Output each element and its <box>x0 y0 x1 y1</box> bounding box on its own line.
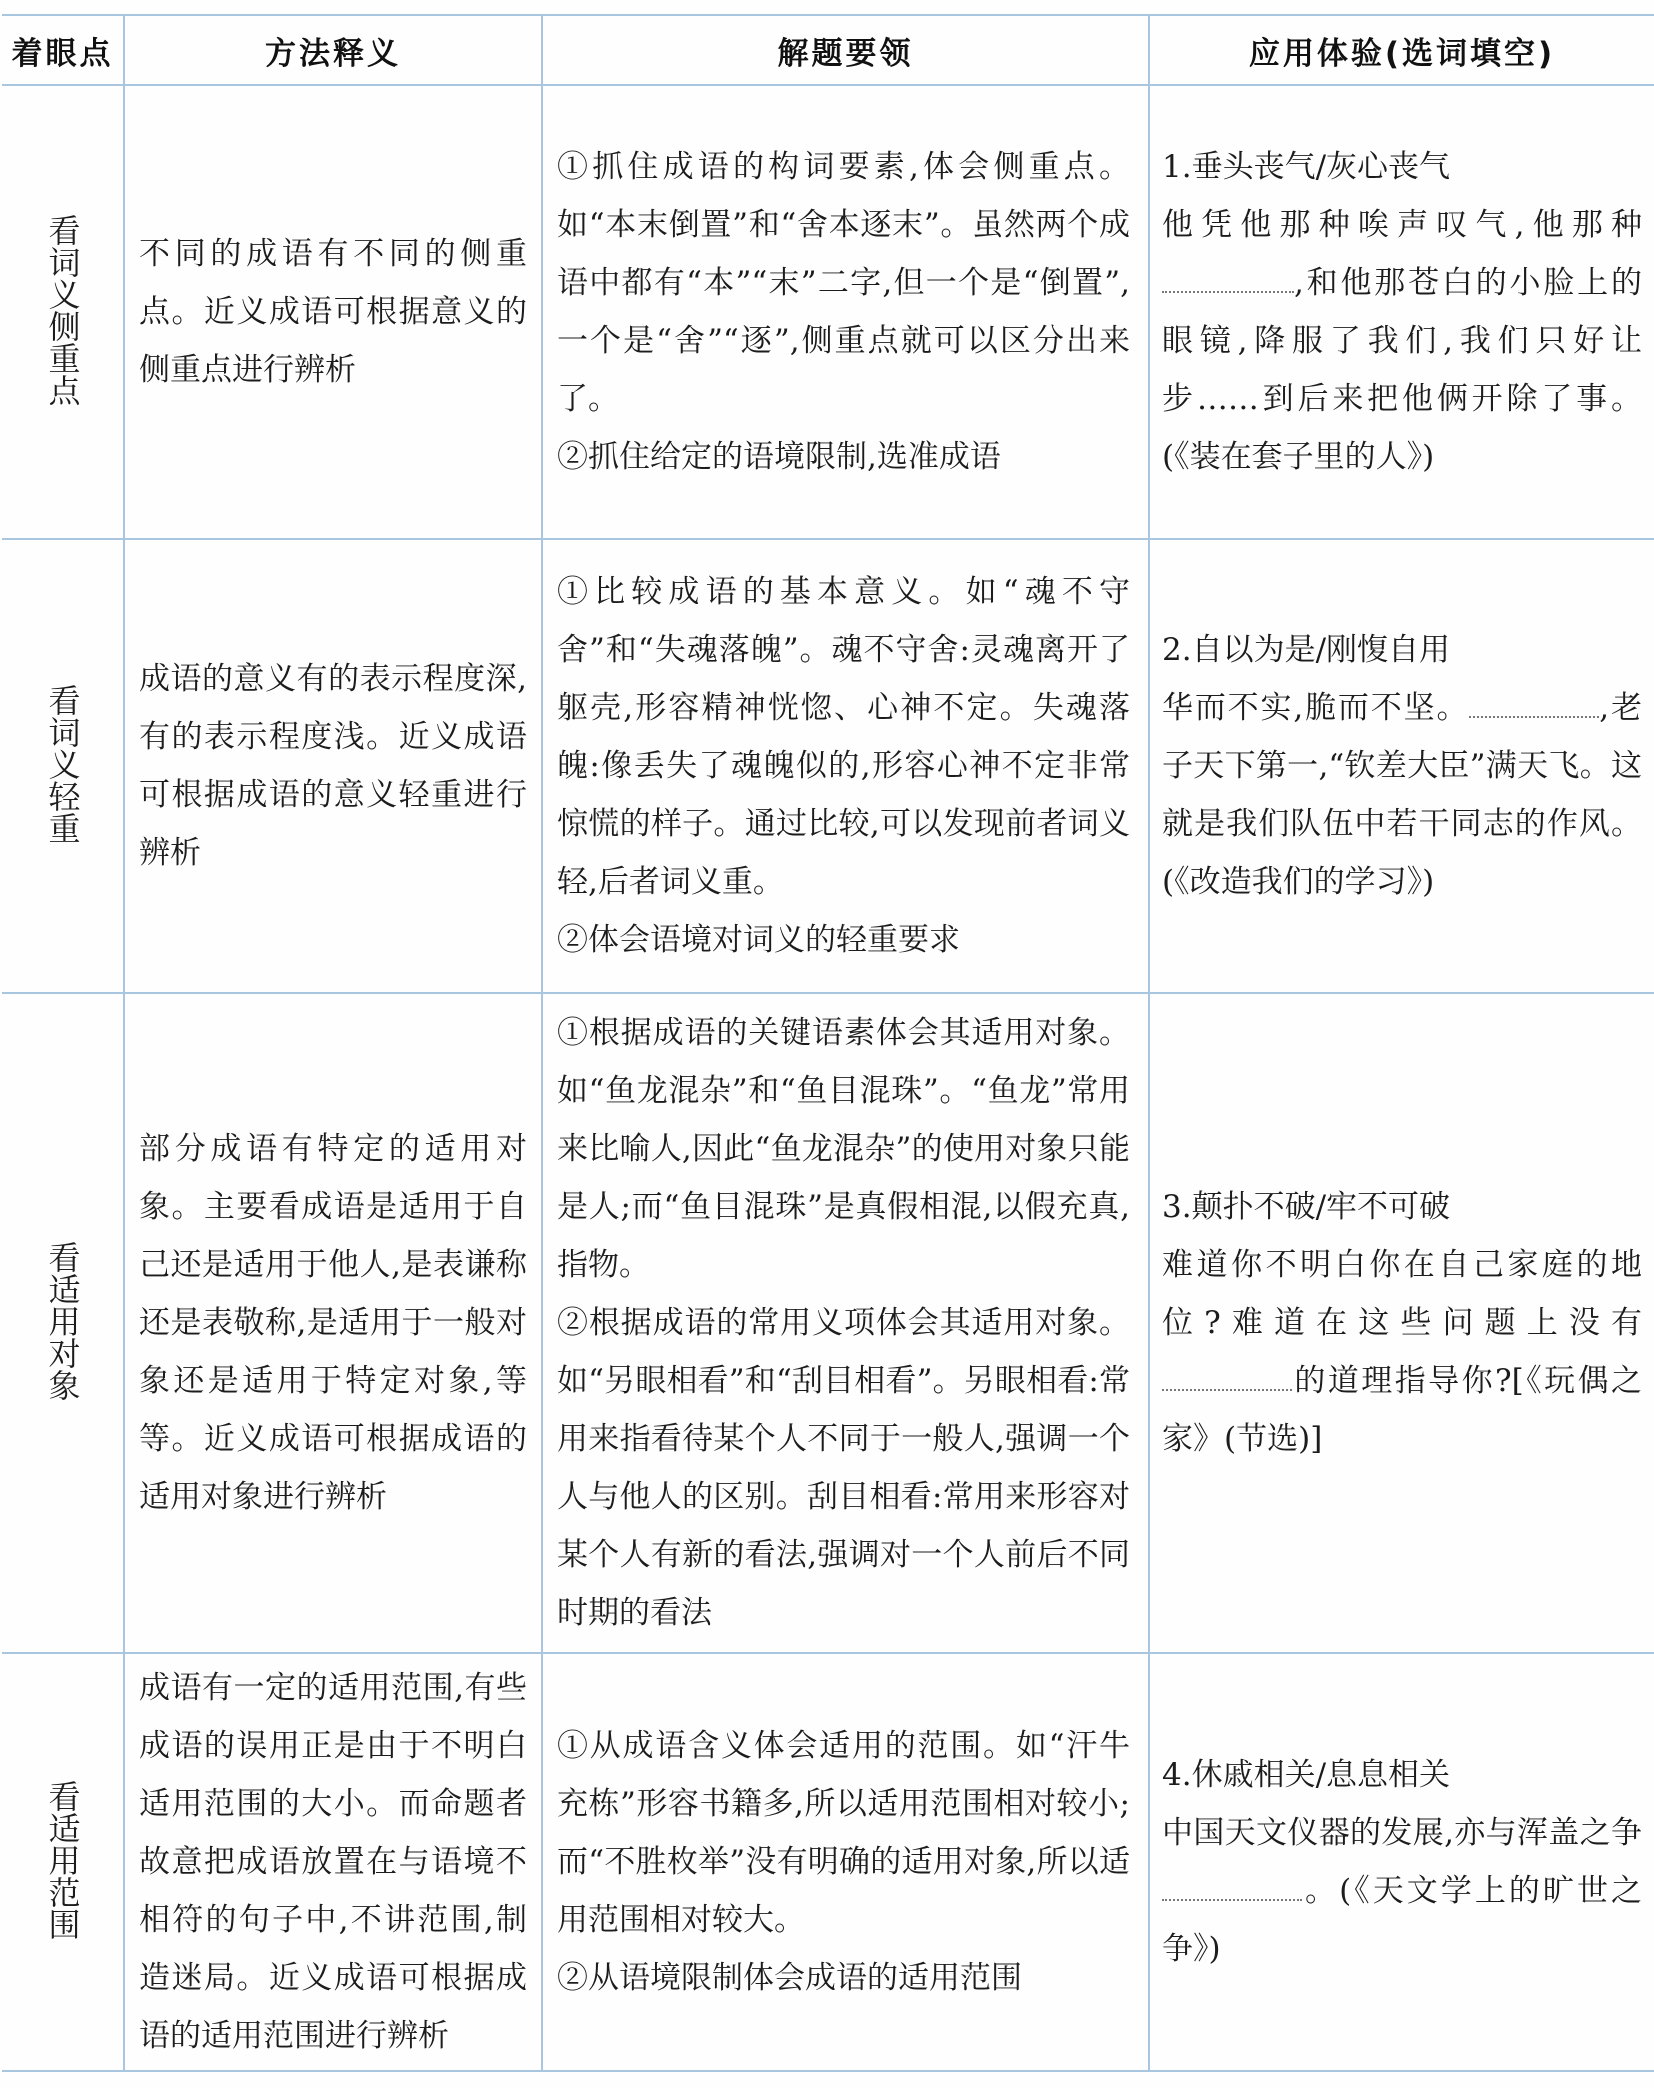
focus-label: 看词义轻重 <box>43 684 82 844</box>
sentence-after: 。(《天文学上的旷世之争》) <box>1162 1873 1642 1967</box>
header-focus: 着眼点 <box>2 15 124 85</box>
idiom-method-table <box>2 14 1654 2072</box>
sentence-before: 他凭他那种唉声叹气,他那种 <box>1162 207 1642 243</box>
key-points-cell <box>542 1653 1149 2071</box>
focus-cell <box>2 1653 124 2071</box>
key-point: ②体会语境对词义的轻重要求 <box>557 922 960 958</box>
word-options: 2.自以为是/刚愎自用 <box>1162 632 1451 668</box>
table-row <box>2 993 1654 1653</box>
fill-sentence <box>1162 196 1642 486</box>
application-cell <box>1149 539 1654 993</box>
method-cell: 成语的意义有的表示程度深,有的表示程度浅。近义成语可根据成语的意义轻重进行辨析 <box>124 539 542 993</box>
focus-cell <box>2 539 124 993</box>
word-options: 4.休戚相关/息息相关 <box>1162 1757 1451 1793</box>
key-point: ②抓住给定的语境限制,选准成语 <box>557 439 1001 475</box>
table-header-row <box>2 15 1654 85</box>
header-key-points: 解题要领 <box>542 15 1149 85</box>
application-cell <box>1149 85 1654 539</box>
header-application: 应用体验(选词填空) <box>1149 15 1654 85</box>
key-points-cell <box>542 539 1149 993</box>
sentence-before: 华而不实,脆而不坚。 <box>1162 690 1470 726</box>
sentence-after: 的道理指导你?[《玩偶之家》(节选)] <box>1162 1363 1642 1457</box>
key-point: ①从成语含义体会适用的范围。如“汗牛充栋”形容书籍多,所以适用范围相对较小;而“不胜枚举”没有明确的适用对象,所以适用范围相对较大。 <box>557 1728 1130 1938</box>
focus-cell <box>2 85 124 539</box>
fill-in-blank[interactable] <box>1162 257 1294 293</box>
table-row <box>2 1653 1654 2071</box>
fill-sentence <box>1162 679 1642 911</box>
key-points-cell <box>542 993 1149 1653</box>
fill-sentence <box>1162 1804 1642 1978</box>
key-point: ①比较成语的基本意义。如“魂不守舍”和“失魂落魄”。魂不守舍:灵魂离开了躯壳,形容精神恍惚、心神不定。失魂落魄:像丢失了魂魄似的,形容心神不定非常惊慌的样子。通过比较,可以发现前者词义轻,后者词义重。 <box>557 574 1130 900</box>
table-row <box>2 85 1654 539</box>
focus-label: 看适用对象 <box>43 1241 82 1401</box>
method-cell: 不同的成语有不同的侧重点。近义成语可根据意义的侧重点进行辨析 <box>124 85 542 539</box>
sentence-before: 难道你不明白你在自己家庭的地位?难道在这些问题上没有 <box>1162 1247 1642 1341</box>
key-points-cell <box>542 85 1149 539</box>
table-row <box>2 539 1654 993</box>
focus-label: 看词义侧重点 <box>43 214 82 406</box>
focus-label: 看适用范围 <box>43 1780 82 1940</box>
key-point: ①抓住成语的构词要素,体会侧重点。如“本末倒置”和“舍本逐末”。虽然两个成语中都有“本”“末”二字,但一个是“倒置”,一个是“舍”“逐”,侧重点就可以区分出来了。 <box>557 149 1130 417</box>
application-cell <box>1149 1653 1654 2071</box>
key-point: ②从语境限制体会成语的适用范围 <box>557 1960 1022 1996</box>
fill-sentence <box>1162 1236 1642 1468</box>
sentence-before: 中国天文仪器的发展,亦与浑盖之争 <box>1162 1815 1642 1851</box>
method-cell: 部分成语有特定的适用对象。主要看成语是适用于自己还是适用于他人,是表谦称还是表敬称,是适用于一般对象还是适用于特定对象,等等。近义成语可根据成语的适用对象进行辨析 <box>124 993 542 1653</box>
word-options: 3.颠扑不破/牢不可破 <box>1162 1189 1451 1225</box>
key-point: ②根据成语的常用义项体会其适用对象。如“另眼相看”和“刮目相看”。另眼相看:常用来指看待某个人不同于一般人,强调一个人与他人的区别。刮目相看:常用来形容对某个人有新的看法,强调对一个人前后不同时期的看法 <box>557 1305 1130 1631</box>
sentence-after: ,老子天下第一,“钦差大臣”满天飞。这就是我们队伍中若干同志的作风。(《改造我们的学习》) <box>1162 690 1642 900</box>
fill-in-blank[interactable] <box>1469 682 1599 718</box>
header-method: 方法释义 <box>124 15 542 85</box>
method-cell: 成语有一定的适用范围,有些成语的误用正是由于不明白适用范围的大小。而命题者故意把成语放置在与语境不相符的句子中,不讲范围,制造迷局。近义成语可根据成语的适用范围进行辨析 <box>124 1653 542 2071</box>
key-point: ①根据成语的关键语素体会其适用对象。如“鱼龙混杂”和“鱼目混珠”。“鱼龙”常用来比喻人,因此“鱼龙混杂”的使用对象只能是人;而“鱼目混珠”是真假相混,以假充真,指物。 <box>557 1015 1130 1283</box>
fill-in-blank[interactable] <box>1162 1355 1292 1391</box>
word-options: 1.垂头丧气/灰心丧气 <box>1162 149 1451 185</box>
sentence-after: ,和他那苍白的小脸上的眼镜,降服了我们,我们只好让步……到后来把他俩开除了事。(《装在套子里的人》) <box>1162 265 1642 475</box>
focus-cell <box>2 993 124 1653</box>
fill-in-blank[interactable] <box>1162 1865 1302 1901</box>
application-cell <box>1149 993 1654 1653</box>
